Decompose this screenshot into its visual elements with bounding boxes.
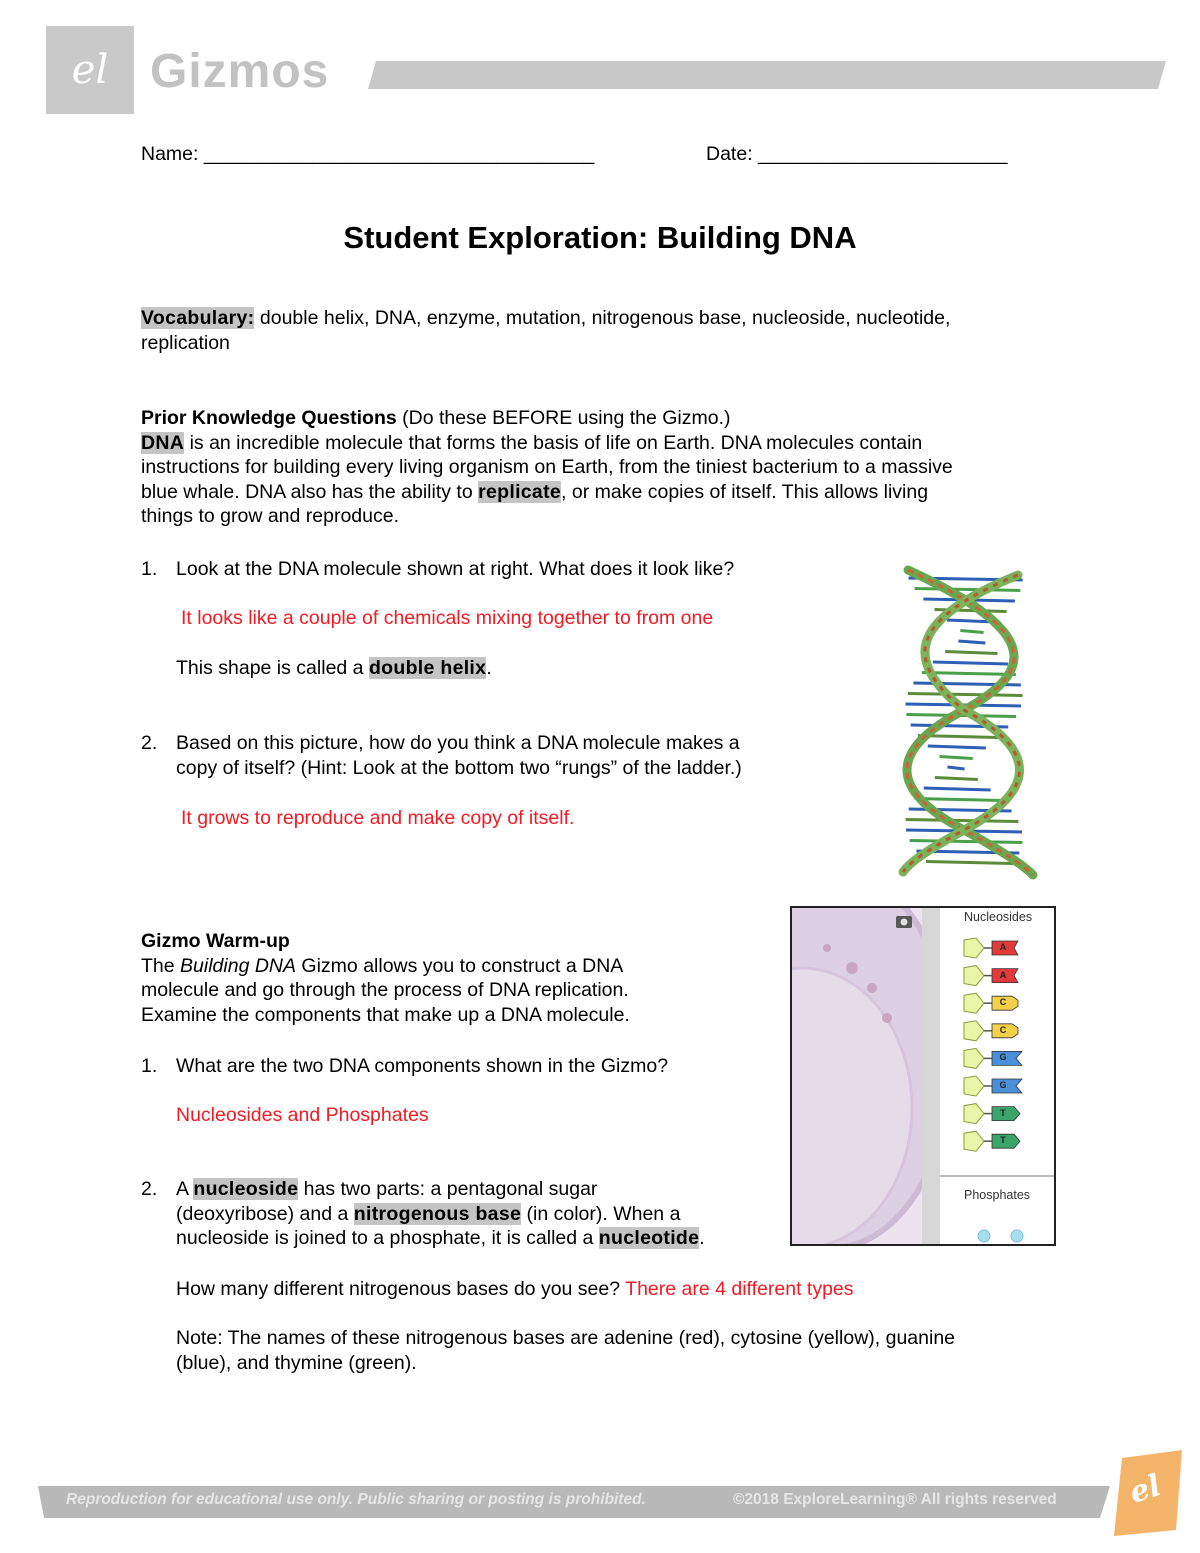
prior-q2-line1: Based on this picture, how do you think a DNA molecule makes a bbox=[176, 732, 740, 754]
warmup-q2-line1-start: A bbox=[176, 1178, 194, 1200]
footer-logo-mark: el bbox=[1125, 1468, 1166, 1511]
base-letter: C bbox=[999, 1024, 1007, 1035]
name-blank: ____________________________________ bbox=[203, 143, 595, 165]
warmup-q2-number: 2. bbox=[141, 1178, 158, 1200]
nucleosides-label: Nucleosides bbox=[964, 910, 1033, 924]
warmup-line1-end: Gizmo allows you to construct a DNA bbox=[296, 954, 624, 977]
date-field[interactable] bbox=[706, 142, 1007, 167]
dna-rung bbox=[926, 862, 1013, 864]
page-title: Student Exploration: Building DNA bbox=[343, 220, 857, 255]
dna-rung bbox=[910, 841, 1023, 843]
explorelearning-logo bbox=[1108, 1450, 1188, 1536]
base-letter: A bbox=[999, 969, 1007, 980]
organelle-1 bbox=[846, 962, 858, 974]
phosphate-2[interactable] bbox=[1011, 1230, 1023, 1242]
prior-q1-text: Look at the DNA molecule shown at right. What does it look like? bbox=[176, 558, 735, 580]
nucleoside-item[interactable] bbox=[964, 1104, 1020, 1124]
dna-rung bbox=[945, 652, 997, 654]
warmup-q1-number: 1. bbox=[141, 1055, 158, 1077]
warmup-q3 bbox=[176, 1277, 854, 1302]
prior-paragraph-line3-start: blue whale. DNA also has the ability to bbox=[141, 480, 479, 503]
warmup-line2: molecule and go through the process of DNA replication. bbox=[141, 979, 629, 1001]
bases-note-line1: Note: The names of these nitrogenous bases are adenine (red), cytosine (yellow), guanine bbox=[176, 1327, 956, 1349]
warmup-q2-line3-start: nucleoside is joined to a phosphate, it is called a bbox=[176, 1227, 599, 1249]
term-nucleotide: nucleotide bbox=[598, 1227, 700, 1249]
term-replicate: replicate bbox=[478, 480, 562, 503]
base-letter: T bbox=[1000, 1135, 1006, 1146]
nucleoside-item[interactable] bbox=[964, 1076, 1022, 1096]
term-dna: DNA bbox=[141, 431, 185, 454]
prior-q1-note bbox=[176, 656, 492, 681]
warmup-line1-start: The bbox=[141, 954, 181, 977]
term-double-helix: double helix bbox=[368, 657, 487, 679]
prior-paragraph-line2: instructions for building every living organism on Earth, from the tiniest bacterium to a massive bbox=[141, 456, 953, 478]
dna-rung bbox=[947, 767, 964, 769]
base-letter: A bbox=[999, 942, 1007, 952]
gizmo-name: Building DNA bbox=[180, 954, 297, 977]
nucleoside-item[interactable] bbox=[964, 1048, 1022, 1068]
bases-note bbox=[176, 1326, 955, 1375]
dna-rung bbox=[915, 589, 1021, 591]
prior-heading-note: (Do these BEFORE using the Gizmo.) bbox=[396, 407, 731, 429]
term-nucleoside: nucleoside bbox=[193, 1178, 299, 1200]
warmup-q2-text bbox=[176, 1177, 776, 1251]
prior-heading: Prior Knowledge Questions bbox=[141, 407, 397, 429]
prior-q1-answer[interactable]: It looks like a couple of chemicals mixing together to from one bbox=[181, 607, 714, 629]
dna-rung bbox=[958, 641, 985, 643]
date-blank: _______________________ bbox=[758, 143, 1008, 165]
base-letter: C bbox=[999, 997, 1007, 1008]
footer-disclaimer: Reproduction for educational use only. Public sharing or posting is prohibited. bbox=[66, 1491, 646, 1508]
dna-rung bbox=[908, 694, 1023, 696]
prior-q2-answer[interactable]: It grows to reproduce and make copy of itself. bbox=[181, 807, 575, 829]
prior-q1-note-start: This shape is called a bbox=[176, 657, 369, 679]
vocabulary-line2: replication bbox=[141, 331, 230, 354]
phosphate-1[interactable] bbox=[978, 1230, 990, 1242]
dna-rung bbox=[906, 820, 1019, 822]
dna-rung bbox=[940, 757, 973, 759]
base-letter: T bbox=[1000, 1107, 1006, 1118]
name-field[interactable] bbox=[141, 142, 594, 167]
brand-name: Gizmos bbox=[150, 45, 330, 98]
dna-rung bbox=[935, 778, 978, 780]
date-label: Date: bbox=[706, 143, 753, 165]
dna-rung bbox=[915, 799, 1002, 801]
prior-knowledge bbox=[141, 406, 1061, 529]
dna-rung bbox=[960, 631, 983, 633]
dna-double-helix-image bbox=[888, 560, 1040, 880]
dna-rungs bbox=[905, 578, 1022, 864]
camera-icon[interactable] bbox=[896, 916, 912, 928]
footer-copyright: ©2018 ExploreLearning® All rights reserved bbox=[733, 1491, 1057, 1508]
gizmo-screenshot bbox=[790, 906, 1056, 1246]
nucleoside-item[interactable] bbox=[964, 1131, 1020, 1151]
prior-q2-number: 2. bbox=[141, 732, 158, 754]
phosphates-label: Phosphates bbox=[964, 1188, 1031, 1202]
logo-mark: el bbox=[71, 47, 109, 93]
bases-note-line2: (blue), and thymine (green). bbox=[176, 1351, 417, 1374]
prior-paragraph-line4: things to grow and reproduce. bbox=[141, 505, 399, 527]
prior-paragraph-line1: is an incredible molecule that forms the basis of life on Earth. DNA molecules contain bbox=[184, 431, 923, 454]
warmup-q2-line1-end: has two parts: a pentagonal sugar bbox=[298, 1178, 598, 1200]
gizmo-scrollbar[interactable] bbox=[922, 908, 940, 1246]
camera-icon-lens bbox=[901, 919, 908, 926]
warmup-q1-text: What are the two DNA components shown in the Gizmo? bbox=[176, 1055, 669, 1077]
name-label: Name: bbox=[141, 143, 199, 165]
warmup-heading: Gizmo Warm-up bbox=[141, 930, 290, 952]
gizmos-logo bbox=[46, 26, 134, 114]
organelle-3 bbox=[882, 1013, 892, 1023]
header-bar bbox=[368, 61, 1166, 89]
warmup-q1-answer[interactable]: Nucleosides and Phosphates bbox=[176, 1104, 429, 1126]
term-nitrogenous-base: nitrogenous base bbox=[353, 1202, 522, 1225]
organelle-4 bbox=[823, 944, 831, 952]
dna-rung bbox=[928, 746, 986, 748]
prior-q2-text bbox=[176, 731, 742, 780]
warmup-q3-answer[interactable]: There are 4 different types bbox=[625, 1278, 854, 1300]
warmup bbox=[141, 929, 741, 1027]
warmup-q2-line3-end: . bbox=[699, 1227, 705, 1249]
prior-q1-number: 1. bbox=[141, 558, 158, 580]
dna-rung bbox=[933, 662, 1008, 664]
prior-q1-note-end: . bbox=[486, 657, 492, 679]
vocabulary-label: Vocabulary: bbox=[141, 307, 255, 329]
vocabulary-line1: double helix, DNA, enzyme, mutation, nitrogenous base, nucleoside, nucleotide, bbox=[254, 307, 951, 329]
base-letter: G bbox=[999, 1052, 1007, 1063]
prior-q2-line2: copy of itself? (Hint: Look at the bottom two “rungs” of the ladder.) bbox=[176, 756, 742, 779]
vocabulary bbox=[141, 306, 1061, 355]
warmup-line3: Examine the components that make up a DNA molecule. bbox=[141, 1003, 630, 1026]
organelle-2 bbox=[867, 983, 877, 993]
warmup-q2-line2-start: (deoxyribose) and a bbox=[176, 1202, 354, 1225]
warmup-q2-line2-end: (in color). When a bbox=[521, 1202, 681, 1225]
dna-rung bbox=[924, 788, 991, 790]
prior-paragraph-line3-end: , or make copies of itself. This allows living bbox=[561, 480, 929, 503]
warmup-q3-text: How many different nitrogenous bases do you see? bbox=[176, 1278, 626, 1300]
base-letter: G bbox=[999, 1080, 1007, 1090]
